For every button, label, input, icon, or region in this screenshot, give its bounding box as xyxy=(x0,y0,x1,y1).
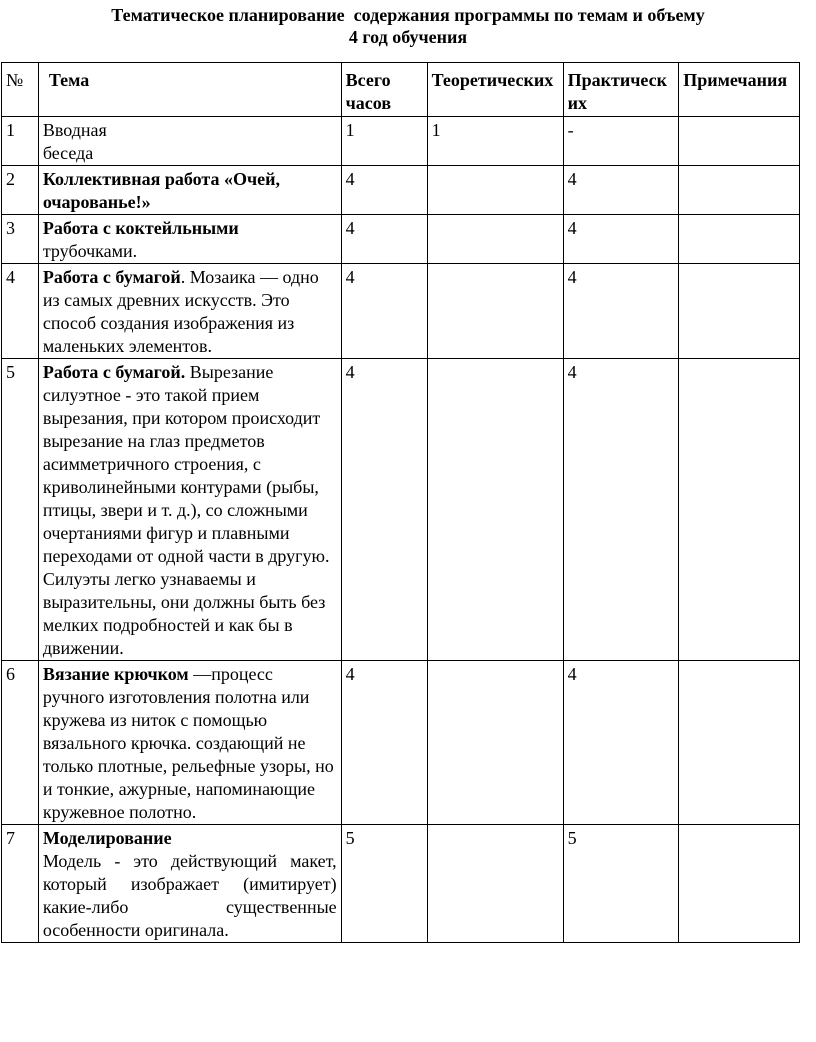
row-theory-hours xyxy=(427,661,563,825)
row-topic xyxy=(38,661,341,825)
document-title xyxy=(0,4,816,48)
header-notes: Примечания xyxy=(679,63,800,117)
row-practice-hours: 4 xyxy=(563,359,679,661)
row-theory-hours xyxy=(427,166,563,215)
row-topic xyxy=(38,166,341,215)
topic-bold: Работа с бумагой xyxy=(42,267,181,287)
row-total-hours: 4 xyxy=(341,166,427,215)
header-number: № xyxy=(2,63,39,117)
row-number: 7 xyxy=(2,825,39,943)
row-number: 2 xyxy=(2,166,39,215)
row-notes xyxy=(679,359,800,661)
row-topic xyxy=(38,264,341,359)
topic-bold: Работа с бумагой. xyxy=(42,362,186,382)
row-notes xyxy=(679,117,800,166)
row-theory-hours: 1 xyxy=(427,117,563,166)
table-row xyxy=(2,359,800,661)
header-theory: Теоретических xyxy=(427,63,563,117)
row-topic xyxy=(38,215,341,264)
plan-table xyxy=(1,62,800,943)
header-practice: Практических xyxy=(563,63,679,117)
row-notes xyxy=(679,661,800,825)
row-number: 5 xyxy=(2,359,39,661)
row-practice-hours: 4 xyxy=(563,264,679,359)
topic-bold: Коллективная работа «Очей, очарованье!» xyxy=(42,169,280,212)
row-practice-hours: - xyxy=(563,117,679,166)
row-topic xyxy=(38,359,341,661)
table-header-row xyxy=(2,63,800,117)
topic-text: Модель - это действующий макет, который изображает (имитирует) какие-либо существенные особенности оригинала. xyxy=(42,851,337,940)
title-line-2: 4 год обучения xyxy=(348,27,468,47)
header-topic: Тема xyxy=(38,63,341,117)
row-total-hours: 5 xyxy=(341,825,427,943)
row-theory-hours xyxy=(427,825,563,943)
row-practice-hours: 4 xyxy=(563,215,679,264)
table-row xyxy=(2,215,800,264)
row-total-hours: 4 xyxy=(341,359,427,661)
table-row xyxy=(2,825,800,943)
row-number: 1 xyxy=(2,117,39,166)
topic-bold: Работа с коктейльными xyxy=(42,218,239,238)
topic-text: Вводная беседа xyxy=(42,120,107,163)
row-practice-hours: 4 xyxy=(563,166,679,215)
table-row xyxy=(2,661,800,825)
row-theory-hours xyxy=(427,264,563,359)
row-number: 4 xyxy=(2,264,39,359)
topic-text: Вырезание силуэтное - это такой прием вырезания, при котором происходит вырезание на глаз предметов асимметричного строения, с криволинейными контурами (рыбы, птицы, звери и т. д.), со сложными очертаниями фигур и плавными переходами от одной части в другую. Силуэты легко узнаваемы и выразительны, они должны быть без мелких подробностей и как бы в движении. xyxy=(42,362,330,658)
row-practice-hours: 4 xyxy=(563,661,679,825)
row-topic xyxy=(38,117,341,166)
row-number: 6 xyxy=(2,661,39,825)
table-row xyxy=(2,166,800,215)
row-notes xyxy=(679,825,800,943)
topic-text: трубочками. xyxy=(42,241,138,261)
table-row xyxy=(2,117,800,166)
row-total-hours: 4 xyxy=(341,661,427,825)
row-notes xyxy=(679,166,800,215)
row-total-hours: 1 xyxy=(341,117,427,166)
row-total-hours: 4 xyxy=(341,215,427,264)
table-row xyxy=(2,264,800,359)
title-line-1: Тематическое планирование содержания программы по темам и объему xyxy=(111,5,705,25)
row-topic xyxy=(38,825,341,943)
topic-bold: Моделирование xyxy=(42,828,172,848)
row-theory-hours xyxy=(427,359,563,661)
topic-text: —процесс ручного изготовления полотна или кружева из ниток с помощью вязального крючка. создающий не только плотные, рельефные узоры, но и тонкие, ажурные, напоминающие кружевное полотно. xyxy=(42,664,334,822)
row-notes xyxy=(679,215,800,264)
row-theory-hours xyxy=(427,215,563,264)
row-total-hours: 4 xyxy=(341,264,427,359)
row-practice-hours: 5 xyxy=(563,825,679,943)
row-number: 3 xyxy=(2,215,39,264)
topic-bold: Вязание крючком xyxy=(42,664,189,684)
header-total-hours: Всего часов xyxy=(341,63,427,117)
row-notes xyxy=(679,264,800,359)
topic-text: . Мозаика — одно из самых древних искусств. Это способ создания изображения из маленьких элементов. xyxy=(42,267,319,356)
